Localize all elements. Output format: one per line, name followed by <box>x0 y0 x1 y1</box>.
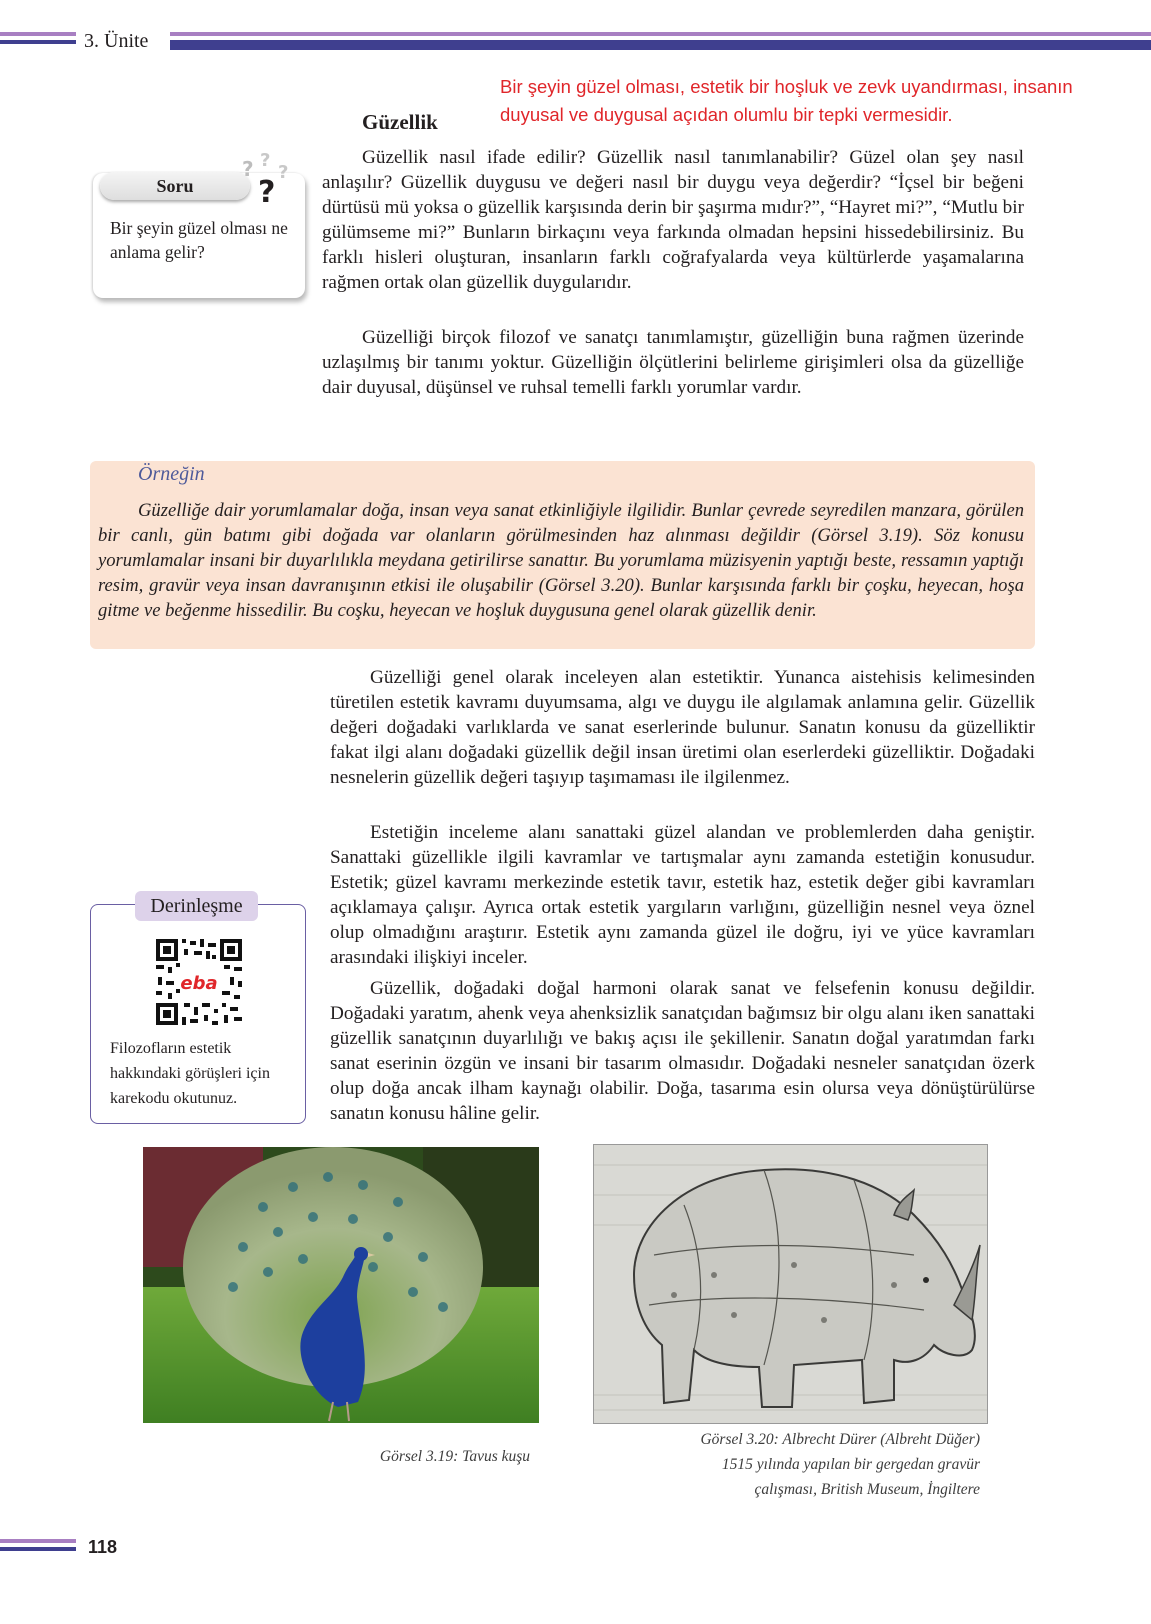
footer-bar-navy <box>0 1547 76 1551</box>
answer-note: Bir şeyin güzel olması, estetik bir hoşluk ve zevk uyandırması, insanın duyusal ve duygusal açıdan olumlu bir tepki vermesidir. <box>500 76 1073 125</box>
example-text: Güzelliğe dair yorumlamalar doğa, insan veya sanat etkinliğiyle ilgilidir. Bunlar çevrede seyredilen manzara, görülen bir canlı, gün batımı gibi doğada var olanların görülmesinden haz alınması değildir (Görsel 3.19). Söz konusu yorumlamalar insani bir duyarlılıkla meydana getirilirse sanattır. Bu yorumlama müzisyenin yaptığı beste, ressamın yaptığı resim, gravür veya insan davranışının etkisi ile oluşabilir (Görsel 3.20). Bunlar karşısında farklı bir çoşku, heyecan, hoşa gitme ve beğenme hissedilir. Bu coşku, heyecan ve hoşluk duygusuna genel olarak güzellik denir. <box>98 500 1024 621</box>
footer-bar-purple <box>0 1539 76 1543</box>
section-paragraph-2: Güzelliği birçok filozof ve sanatçı tanımlamıştır, güzelliğin buna rağmen üzerinde uzlaşılmış bir tanımı yoktur. Güzelliğin ölçütlerini belirleme girişimleri olsa da güzelliğe dair duyusal, düşünsel ve ruhsal temelli farklı yorumlar vardır. <box>322 327 1024 398</box>
page-number: 118 <box>88 1537 118 1557</box>
body-paragraph-1: Güzelliği genel olarak inceleyen alan estetiktir. Yunanca aistehisis kelimesinden türetilen estetik kavramı duyumsama, algı ve duygu ile algılamak anlamına gelir. Güzellik değeri doğadaki varlıklarda ve sanat eserlerinde bulunur. Sanatın konusu da güzelliktir fakat ilgi alanı doğadaki güzellik değil insan üretimi olan eserlerdeki güzelliktir. Doğadaki nesnelerin güzellik değeri taşıyıp taşımaması ile ilgilenmez. <box>330 667 1035 788</box>
header-bar-navy-left <box>0 40 76 44</box>
example-title: Örneğin <box>138 463 205 485</box>
peacock-caption: Görsel 3.19: Tavus kuşu <box>379 1448 531 1465</box>
svg-text:?: ? <box>242 157 254 181</box>
deepening-label: Derinleşme <box>135 891 258 921</box>
deepening-text: Filozofların estetik hakkındaki görüşleri için karekodu okutunuz. <box>110 1040 270 1107</box>
rhino-caption-line-2: 1515 yılında yapılan bir gergedan gravür <box>721 1456 980 1473</box>
svg-text:?: ? <box>278 162 289 183</box>
question-label: Soru <box>100 172 250 200</box>
section-title: Güzellik <box>362 110 438 134</box>
question-marks-icon <box>238 152 306 212</box>
body-paragraph-3: Güzellik, doğadaki doğal harmoni olarak sanat ve felsefenin konusu değildir. Doğadaki yaratım, ahenk veya ahenksizlik sanatçıdan bağımsız bir olgu alanı iken sanattaki güzellik sanatçının duyarlılığı ve bakış açısı ile şekillenir. Sanatın doğal yaratımdan farkı sanat eserinin özgün ve insani bir tasarım olmasıdır. Doğadaki nesneler sanatçıdan özerk olup doğa ancak ilham kaynağı olabilir. Doğa, tasarıma esin olursa veya dönüştürülürse sanatın konusu hâline gelir. <box>330 978 1035 1124</box>
qr-code-icon[interactable] <box>154 937 244 1027</box>
svg-text:?: ? <box>260 152 271 171</box>
rhino-caption-line-3: çalışması, British Museum, İngiltere <box>754 1481 980 1498</box>
svg-text:?: ? <box>258 175 276 210</box>
section-paragraph-1: Güzellik nasıl ifade edilir? Güzellik nasıl tanımlanabilir? Güzel olan şey nasıl anlaşılır? Güzellik duygusu ve değeri nasıl bir duygu veya değerdir? “İçsel bir beğeni dürtüsü mü yoksa o güzellik karşısında derin bir şaşırma mıdır?”, “Hayret mi?”, “Mutlu bir gülümseme mi?” Bunların birkaçını veya farkında olmadan hepsini hissedebilirsiniz. Bu farklı hisleri oluşturan, insanların farklı coğrafyalarda veya kültürlerde yaşamalarına rağmen ortak olan güzellik duygularıdır. <box>322 147 1024 293</box>
question-text: Bir şeyin güzel olması ne anlama gelir? <box>110 218 288 262</box>
rhino-engraving <box>593 1144 988 1424</box>
unit-label: 3. Ünite <box>84 30 149 52</box>
header-bar-navy-right <box>170 40 1151 50</box>
header-bar-purple-left <box>0 32 76 36</box>
rhino-caption-line-1: Görsel 3.20: Albrecht Dürer (Albreht Düğer) <box>700 1431 980 1448</box>
body-paragraph-2: Estetiğin inceleme alanı sanattaki güzel alandan ve problemlerden daha geniştir. Sanattaki güzellikle ilgili kavramlar ve tartışmalar aynı zamanda estetiğin konusudur. Estetik; güzel kavramı merkezinde estetik tavır, estetik haz, estetik değer gibi kavramları açıklamaya çalışır. Ayrıca ortak estetik yargıların varlığını, güzelliğin nesnel veya öznel olup olmadığını araştırır. Estetik aynı zamanda güzel ile doğru, iyi ve yüce kavramları arasındaki ilişkiyi inceler. <box>330 822 1035 968</box>
peacock-photo <box>143 1147 539 1423</box>
qr-logo-text: eba <box>180 973 218 994</box>
header-bar-purple-right <box>170 32 1151 36</box>
